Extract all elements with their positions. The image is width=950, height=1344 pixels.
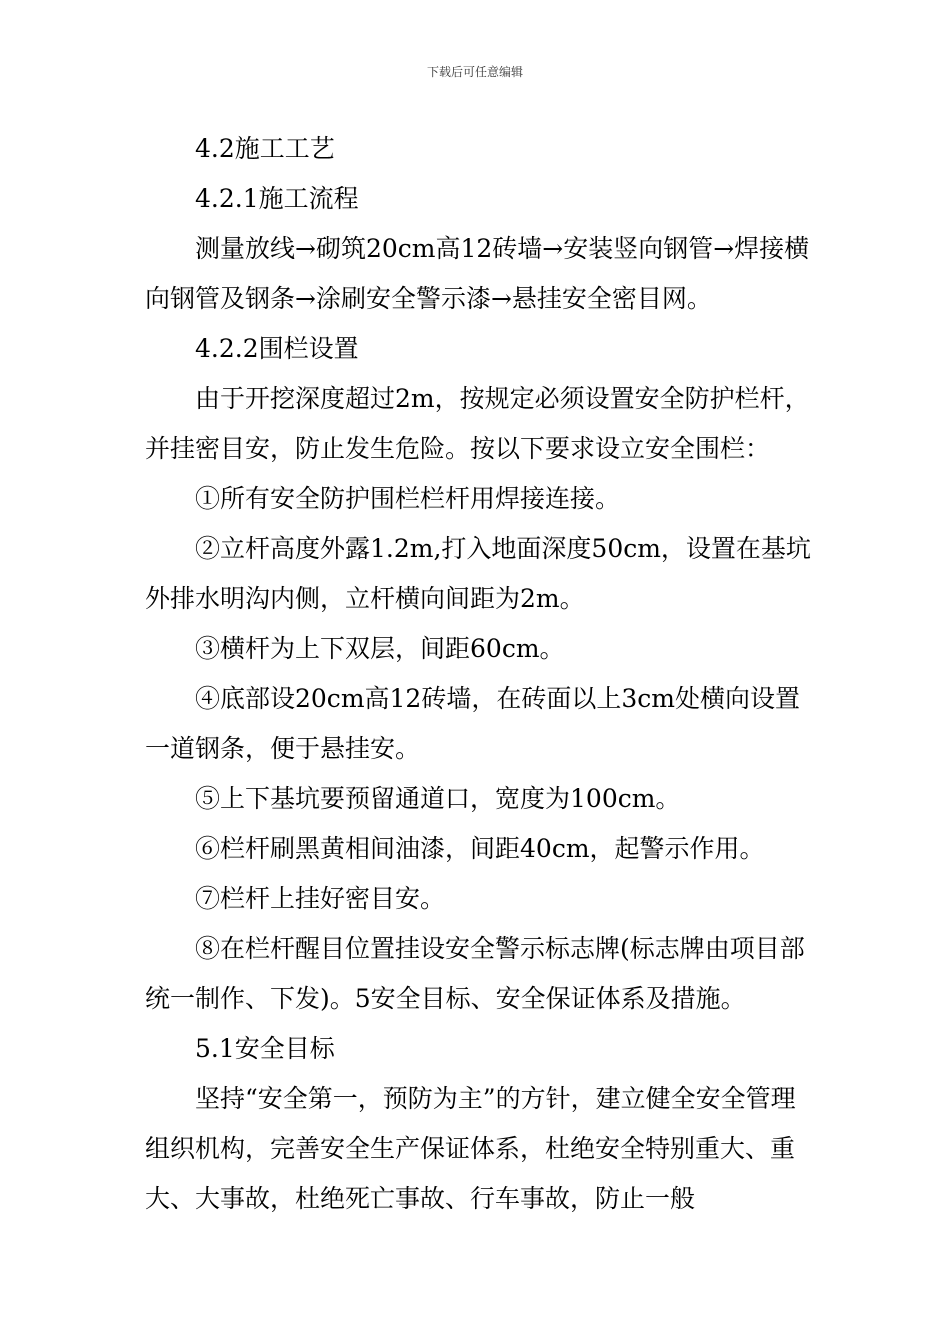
list-item-4: ④底部设20cm高12砖墙，在砖面以上3cm处横向设置一道钢条，便于悬挂安。	[145, 684, 800, 763]
paragraph-fence-intro: 由于开挖深度超过2m，按规定必须设置安全防护栏杆，并挂密目安，防止发生危险。按以下要求设立安全围栏：	[145, 384, 810, 463]
page-header: 下载后可任意编辑	[426, 65, 523, 79]
list-item-7: ⑦栏杆上挂好密目安。	[195, 884, 446, 913]
list-item-2: ②立杆高度外露1.2m,打入地面深度50cm，设置在基坑外排水明沟内侧，立杆横向间距为2m。	[145, 534, 811, 613]
heading-5-1: 5.1安全目标	[195, 1034, 335, 1063]
list-item-6: ⑥栏杆刷黑黄相间油漆，间距40cm，起警示作用。	[195, 834, 765, 863]
heading-4-2-2: 4.2.2围栏设置	[195, 334, 359, 363]
list-item-8: ⑧在栏杆醒目位置挂设安全警示标志牌(标志牌由项目部统一制作、下发)。5安全目标、安全保证体系及措施。	[145, 934, 805, 1013]
list-item-5: ⑤上下基坑要预留通道口，宽度为100cm。	[195, 784, 681, 813]
paragraph-process-flow: 测量放线→砌筑20cm高12砖墙→安装竖向钢管→焊接横向钢管及钢条→涂刷安全警示漆→悬挂安全密目网。	[145, 234, 810, 313]
document-body	[145, 124, 815, 1224]
list-item-3: ③横杆为上下双层，间距60cm。	[195, 634, 565, 663]
list-item-1: ①所有安全防护围栏栏杆用焊接连接。	[195, 484, 621, 513]
heading-4-2-1: 4.2.1施工流程	[195, 184, 359, 213]
paragraph-safety-goal: 坚持“安全第一，预防为主”的方针，建立健全安全管理组织机构，完善安全生产保证体系，杜绝安全特别重大、重大、大事故，杜绝死亡事故、行车事故，防止一般	[145, 1084, 796, 1213]
heading-4-2: 4.2施工工艺	[195, 134, 335, 163]
